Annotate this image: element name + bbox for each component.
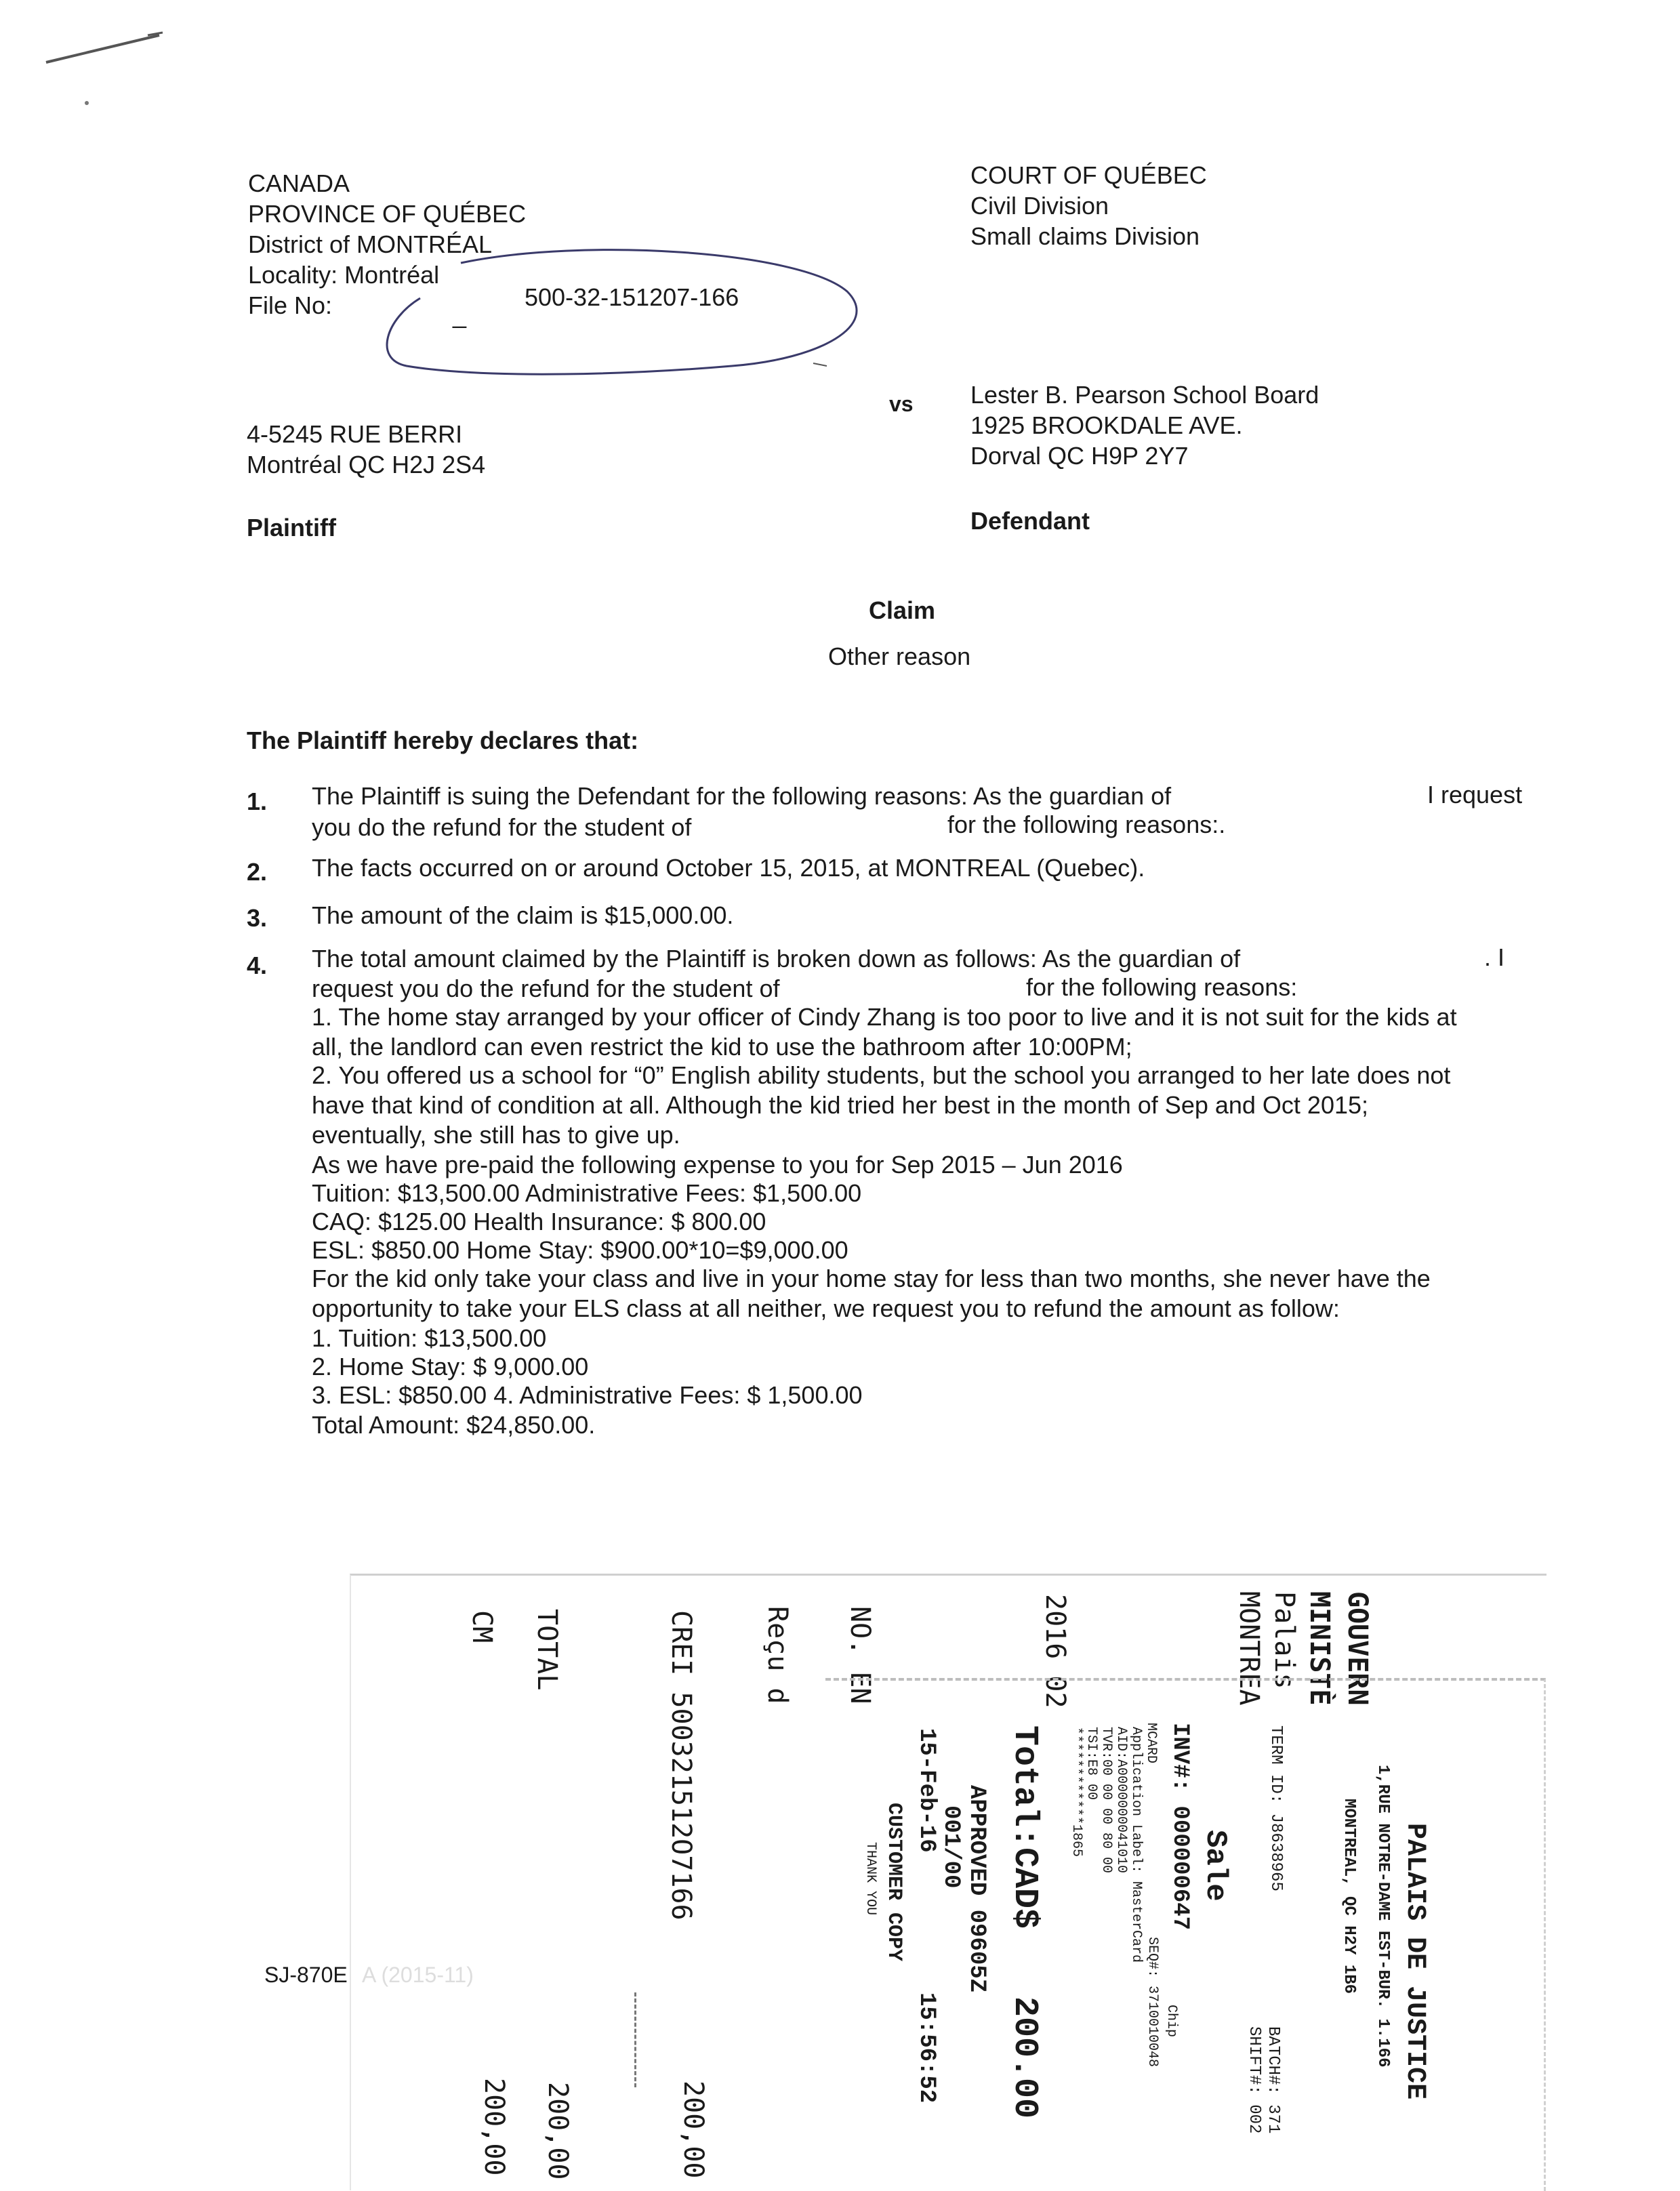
item-number-3: 3.	[247, 904, 268, 932]
item-4-line4: all, the landlord can even restrict the kid to use the bathroom after 10:00PM;	[312, 1033, 1132, 1061]
locality-line: Locality: Montréal	[248, 261, 440, 289]
slip-address1: 1,RUE NOTRE-DAME EST-BUR. 1.166	[1374, 1765, 1392, 2068]
slip-invoice: INV#: 000000647	[1167, 1723, 1193, 1931]
receipt-total-label: TOTAL	[531, 1609, 562, 1691]
slip-shift: SHIFT#: 002	[1245, 2026, 1263, 2134]
item-4-line15: 2. Home Stay: $ 9,000.00	[312, 1353, 589, 1380]
defendant-label: Defendant	[970, 507, 1090, 535]
item-number-1: 1.	[247, 787, 268, 815]
plaintiff-address-line2: Montréal QC H2J 2S4	[247, 451, 486, 478]
item-2-text: The facts occurred on or around October 15, 2015, at MONTREAL (Quebec).	[312, 854, 1145, 882]
item-4-line14: 1. Tuition: $13,500.00	[312, 1324, 547, 1352]
slip-tsi: TSI:E8 00	[1084, 1727, 1099, 1801]
slip-approved: APPROVED 09605Z	[964, 1785, 989, 1993]
slip-date: 15-Feb-16	[914, 1728, 939, 1853]
versus-label: vs	[889, 392, 914, 416]
plaintiff-address	[247, 419, 485, 480]
claim-subtitle: Other reason	[828, 642, 971, 670]
receipt-date: 2016 02	[1040, 1594, 1071, 1708]
receipt-cm-amount: 200,00	[478, 2078, 510, 2176]
item-4-line2-end: for the following reasons:	[1026, 973, 1298, 1001]
defendant-address	[970, 380, 1319, 471]
slip-batch: BATCH#: 371	[1264, 2026, 1282, 2134]
slip-total-amount: 200.00	[1005, 1997, 1044, 2119]
item-4-line11: ESL: $850.00 Home Stay: $900.00*10=$9,000.00	[312, 1236, 848, 1264]
claim-title: Claim	[869, 596, 936, 624]
item-4-line6: have that kind of condition at all. Although the kid tried her best in the month of Sep and Oct 2015;	[312, 1091, 1369, 1119]
slip-customer-copy: CUSTOMER COPY	[882, 1803, 905, 1962]
slip-title: PALAIS DE JUSTICE	[1399, 1823, 1430, 2100]
slip-address2: MONTREAL, QC H2Y 1B6	[1340, 1799, 1358, 1994]
item-4-line12: For the kid only take your class and live in your home stay for less than two months, she never have the	[312, 1265, 1431, 1292]
slip-thank-you: THANK YOU	[863, 1842, 878, 1916]
receipt-crei-amount: 200,00	[678, 2081, 709, 2179]
scan-scratch-mark	[41, 27, 176, 108]
item-4-line16: 3. ESL: $850.00 4. Administrative Fees: $ 1,500.00	[312, 1381, 863, 1409]
item-4-line9: Tuition: $13,500.00 Administrative Fees: $1,500.00	[312, 1179, 862, 1207]
court-name: COURT OF QUÉBEC	[970, 161, 1207, 189]
slip-auth-code: 001/00	[938, 1805, 964, 1889]
district-line: District of MONTRÉAL	[248, 230, 493, 258]
declaration-heading: The Plaintiff hereby declares that:	[247, 726, 639, 754]
item-4-line3: 1. The home stay arranged by your officer of Cindy Zhang is too poor to live and it is not suit for the kids at	[312, 1003, 1457, 1031]
province-line: PROVINCE OF QUÉBEC	[248, 200, 527, 228]
court-name-block	[970, 160, 1207, 251]
item-4-line8: As we have pre-paid the following expense to you for Sep 2015 – Jun 2016	[312, 1151, 1123, 1179]
item-4-line10: CAQ: $125.00 Health Insurance: $ 800.00	[312, 1208, 766, 1235]
slip-total-label: Total:CAD$	[1005, 1725, 1044, 1929]
file-dash: _	[453, 301, 467, 329]
civil-division: Civil Division	[970, 192, 1109, 220]
receipt-line-gouvern: GOUVERN	[1342, 1591, 1373, 1706]
slip-card-number: ************1865	[1069, 1727, 1084, 1858]
form-code: SJ-870E	[264, 1963, 348, 1987]
slip-time: 15:56:52	[914, 1992, 939, 2104]
handwritten-circle-mark	[380, 244, 867, 393]
receipt-cm-label: CM	[466, 1610, 497, 1643]
item-1-line1-end: I request	[1427, 781, 1523, 808]
item-1-line1: The Plaintiff is suing the Defendant for the following reasons: As the guardian of	[312, 782, 1172, 810]
slip-aid: AID:A0000000041010	[1113, 1727, 1129, 1874]
item-number-4: 4.	[247, 951, 268, 979]
slip-tvr: TVR:00 00 00 80 00	[1099, 1727, 1114, 1874]
item-4-line7: eventually, she still has to give up.	[312, 1121, 680, 1149]
plaintiff-label: Plaintiff	[247, 514, 336, 541]
country-line: CANADA	[248, 169, 350, 197]
receipt-crei: CREI 500321512O7166	[665, 1610, 697, 1921]
slip-chip: Chip	[1164, 2005, 1179, 2038]
item-1-line2-end: for the following reasons:.	[947, 811, 1226, 838]
item-3-text: The amount of the claim is $15,000.00.	[312, 901, 734, 929]
receipt-recu: Reçu d	[762, 1606, 793, 1704]
item-4-line17: Total Amount: $24,850.00.	[312, 1411, 596, 1439]
slip-mcard: MCARD	[1143, 1723, 1159, 1764]
receipt-dashed-rule	[634, 1992, 636, 2087]
defendant-name: Lester B. Pearson School Board	[970, 381, 1319, 409]
item-4-line2: request you do the refund for the student of	[312, 975, 780, 1002]
item-4-line13: opportunity to take your ELS class at all neither, we request you to refund the amount as follow:	[312, 1294, 1340, 1322]
slip-application-label: Application Label: MasterCard	[1128, 1727, 1144, 1963]
slip-sequence: SEQ#: 3710010048	[1145, 1937, 1160, 2068]
plaintiff-address-line1: 4-5245 RUE BERRI	[247, 420, 463, 448]
defendant-address-line1: 1925 BROOKDALE AVE.	[970, 411, 1243, 439]
form-code-faded: A (2015-11)	[362, 1963, 474, 1987]
receipt-total-amount: 200,00	[542, 2082, 573, 2180]
defendant-address-line2: Dorval QC H9P 2Y7	[970, 442, 1189, 470]
item-1-line2: you do the refund for the student of	[312, 813, 692, 841]
receipt-no-en: NO. EN	[844, 1606, 876, 1704]
receipt-line-ministere: MINISTÈ	[1304, 1591, 1335, 1706]
item-number-2: 2.	[247, 858, 268, 886]
file-no-label: File No:	[248, 291, 333, 319]
file-number: 500-32-151207-166	[525, 283, 739, 311]
receipt-line-montreal: MONTREA	[1233, 1591, 1265, 1706]
small-claims-division: Small claims Division	[970, 222, 1200, 250]
slip-term-id: TERM ID: J8638965	[1267, 1725, 1285, 1891]
receipt-line-palais: Palais	[1269, 1591, 1300, 1690]
item-4-line1-end: . I	[1484, 943, 1505, 971]
item-4-line5: 2. You offered us a school for “0” English ability students, but the school you arranged to her late does not	[312, 1061, 1451, 1089]
item-4-line1: The total amount claimed by the Plaintiff is broken down as follows: As the guardian of	[312, 945, 1241, 972]
slip-sale: Sale	[1198, 1830, 1232, 1902]
